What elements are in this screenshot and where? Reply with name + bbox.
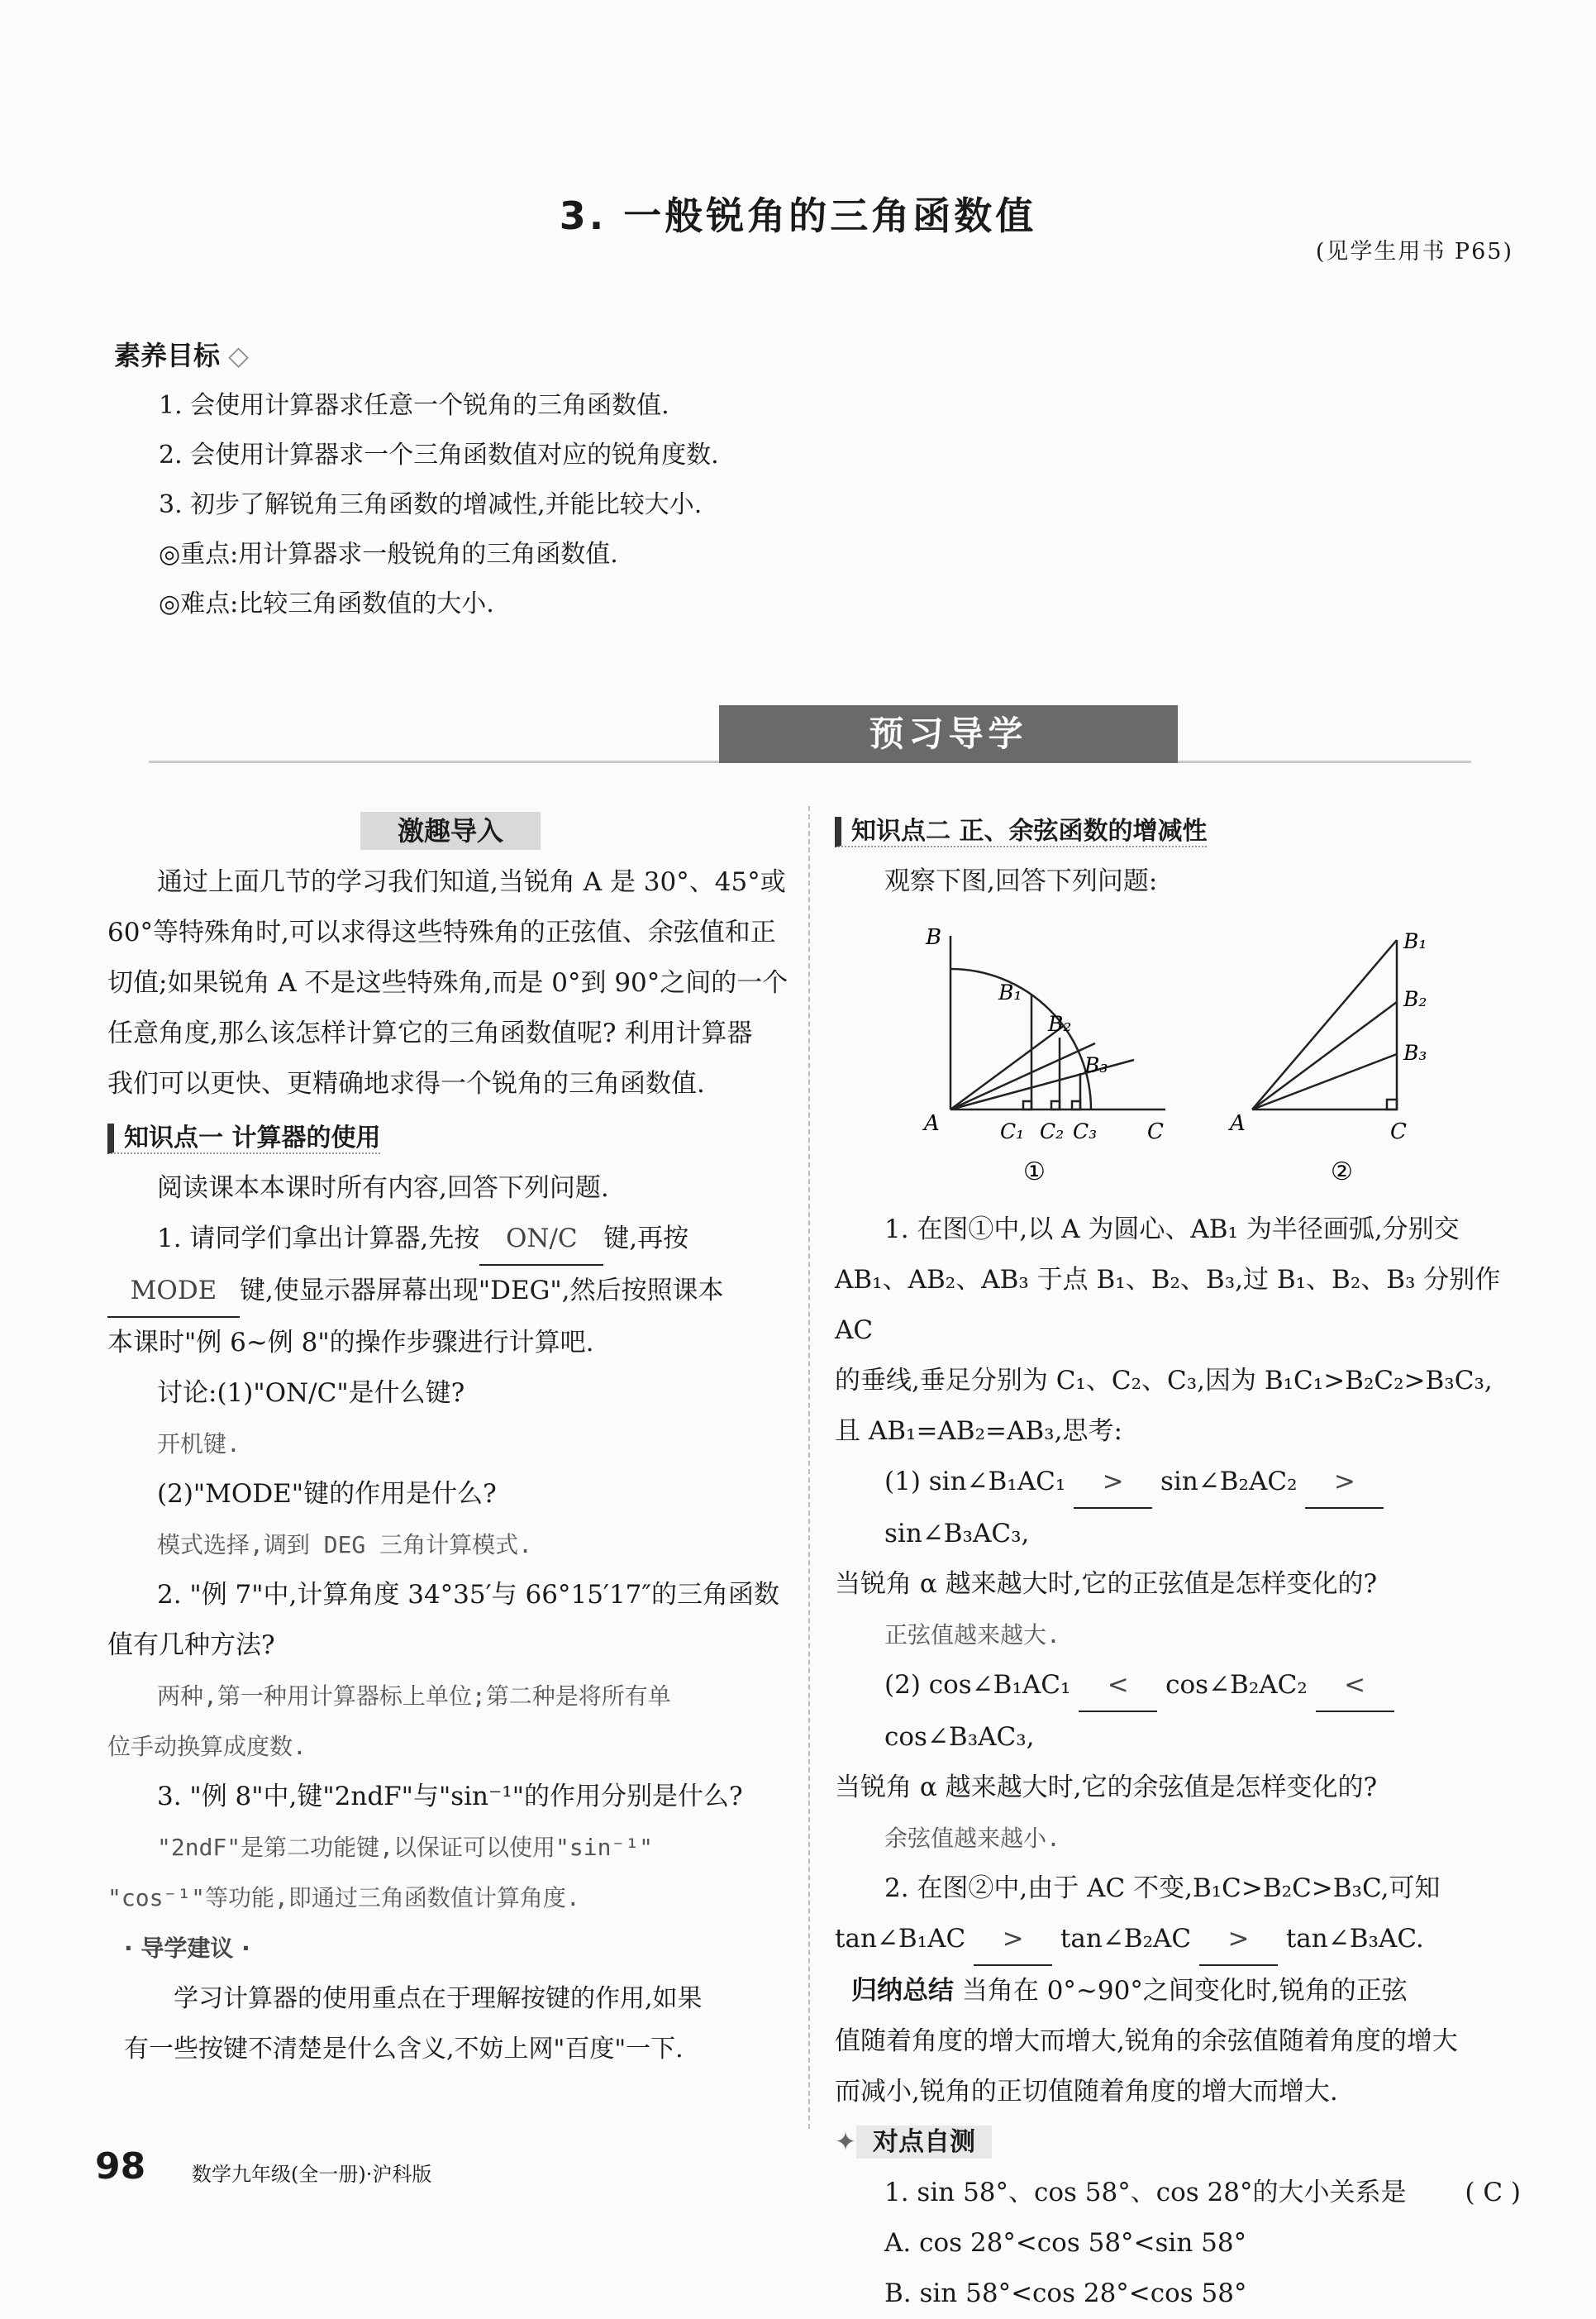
goal-item: 2. 会使用计算器求一个三角函数值对应的锐角度数. xyxy=(159,441,719,470)
right-angle-mark xyxy=(1023,1101,1031,1109)
label-b1: B₁ xyxy=(1403,929,1427,953)
test-question-1: 1. sin 58°、cos 58°、cos 28°的大小关系是 ( C ) xyxy=(835,2168,1521,2218)
question-1: 1. 请同学们拿出计算器,先按 ON/C 键,再按 xyxy=(107,1214,793,1266)
question-1-cont: 本课时"例 6~例 8"的操作步骤进行计算吧. xyxy=(107,1328,594,1358)
sin-question: 当锐角 α 越来越大时,它的正弦值是怎样变化的? xyxy=(835,1569,1378,1599)
intro-line: 切值;如果锐角 A 不是这些特殊角,而是 0°到 90°之间的一个 xyxy=(107,968,788,998)
book-title: 数学九年级(全一册)·沪科版 xyxy=(192,2163,432,2186)
summary: 归纳总结 当角在 0°~90°之间变化时,锐角的正弦 xyxy=(851,1976,1408,2006)
suggestion-text: 学习计算器的使用重点在于理解按键的作用,如果 xyxy=(174,1984,703,2013)
answer-text: 余弦值越来越小. xyxy=(884,1825,1060,1852)
goals-heading: 素养目标 ◇ xyxy=(114,340,249,371)
answer-blank: MODE xyxy=(107,1266,240,1318)
sin-compare: (1) sin∠B₁AC₁ > sin∠B₂AC₂ > sin∠B₃AC₃, xyxy=(835,1457,1521,1559)
intro-heading: 激趣导入 xyxy=(360,812,541,850)
intro-line: 我们可以更快、更精确地求得一个锐角的三角函数值. xyxy=(107,1069,705,1099)
sparkle-icon: ✦ xyxy=(835,2127,856,2157)
summary-cont: 值随着角度的增大而增大,锐角的余弦值随着角度的增大 xyxy=(835,2026,1458,2056)
section-banner xyxy=(149,699,1471,781)
line-ab1 xyxy=(1252,940,1397,1109)
left-column xyxy=(107,806,793,2074)
page-number: 98 xyxy=(95,2145,146,2188)
right-angle-mark xyxy=(1051,1101,1060,1109)
para-1: 1. 在图①中,以 A 为圆心、AB₁ 为半径画弧,分别交 xyxy=(884,1214,1460,1244)
cos-compare: (2) cos∠B₁AC₁ < cos∠B₂AC₂ < cos∠B₃AC₃, xyxy=(835,1660,1521,1763)
summary-cont: 而减小,锐角的正切值随着角度的增大而增大. xyxy=(835,2077,1338,2107)
option-a: A. cos 28°<cos 58°<sin 58° xyxy=(884,2228,1247,2258)
para-2: 2. 在图②中,由于 AC 不变,B₁C>B₂C>B₃C,可知 xyxy=(884,1873,1441,1903)
right-column xyxy=(835,806,1521,2319)
label-c1: C₁ xyxy=(1000,1119,1025,1143)
knowledge-point-2: 知识点二 正、余弦函数的增减性 xyxy=(835,817,1207,847)
question-2-cont: 值有几种方法? xyxy=(107,1630,275,1660)
para-1-cont: 且 AB₁=AB₂=AB₃,思考: xyxy=(835,1416,1122,1446)
line-ab1 xyxy=(950,1025,1065,1109)
label-c2: C₂ xyxy=(1040,1119,1065,1143)
figure-2 xyxy=(1252,940,1397,1109)
label-c3: C₃ xyxy=(1073,1119,1098,1143)
test-answer: ( C ) xyxy=(1465,2178,1521,2207)
label-b2: B₂ xyxy=(1048,1012,1072,1036)
kp1-intro: 阅读课本本课时所有内容,回答下列问题. xyxy=(157,1173,609,1203)
answer-text: 模式选择,调到 DEG 三角计算模式. xyxy=(157,1531,533,1558)
answer-blank: < xyxy=(1079,1660,1157,1712)
geometry-figures xyxy=(835,907,1521,1205)
question-3: 3. "例 8"中,键"2ndF"与"sin⁻¹"的作用分别是什么? xyxy=(157,1782,743,1811)
answer-text: "cos⁻¹"等功能,即通过三角函数值计算角度. xyxy=(107,1884,580,1911)
observe-text: 观察下图,回答下列问题: xyxy=(884,866,1158,896)
question-1-cont: MODE 键,使显示器屏幕出现"DEG",然后按照课本 xyxy=(107,1266,793,1318)
knowledge-point-1: 知识点一 计算器的使用 xyxy=(107,1124,380,1154)
answer-blank: < xyxy=(1316,1660,1394,1712)
answer-text: 两种,第一种用计算器标上单位;第二种是将所有单 xyxy=(157,1682,671,1710)
goal-key: ◎重点:用计算器求一般锐角的三角函数值. xyxy=(159,540,618,569)
line-ab3 xyxy=(1252,1054,1397,1109)
label-b3: B₃ xyxy=(1403,1041,1427,1065)
discussion-1: 讨论:(1)"ON/C"是什么键? xyxy=(157,1378,465,1408)
suggestion-text: 有一些按键不清楚是什么含义,不妨上网"百度"一下. xyxy=(124,2035,684,2064)
answer-text: 开机键. xyxy=(157,1430,241,1458)
banner-title: 预习导学 xyxy=(719,705,1178,763)
label-c: C xyxy=(1390,1119,1407,1144)
right-angle-mark xyxy=(1387,1100,1397,1109)
answer-blank: > xyxy=(1074,1457,1152,1509)
answer-blank: > xyxy=(974,1914,1052,1966)
book-reference: (见学生用书 P65) xyxy=(1315,239,1513,265)
discussion-2: (2)"MODE"键的作用是什么? xyxy=(157,1479,497,1509)
label-b: B xyxy=(926,925,942,950)
summary-heading: 归纳总结 xyxy=(851,1976,954,2006)
answer-blank: ON/C xyxy=(479,1214,603,1266)
option-b: B. sin 58°<cos 28°<cos 58° xyxy=(884,2278,1247,2308)
answer-text: 位手动换算成度数. xyxy=(107,1733,307,1760)
tan-compare: tan∠B₁AC > tan∠B₂AC > tan∠B₃AC. xyxy=(835,1914,1521,1966)
right-angle-mark xyxy=(1072,1101,1080,1109)
figure-1-label: ① xyxy=(1023,1157,1046,1186)
cos-question: 当锐角 α 越来越大时,它的余弦值是怎样变化的? xyxy=(835,1773,1378,1802)
intro-line: 通过上面几节的学习我们知道,当锐角 A 是 30°、45°或 xyxy=(157,867,786,897)
goal-item: 3. 初步了解锐角三角函数的增减性,并能比较大小. xyxy=(159,490,703,519)
label-b3: B₃ xyxy=(1084,1053,1108,1077)
para-1-cont: 的垂线,垂足分别为 C₁、C₂、C₃,因为 B₁C₁>B₂C₂>B₃C₃, xyxy=(835,1366,1493,1396)
label-b1: B₁ xyxy=(998,981,1022,1004)
answer-blank: > xyxy=(1305,1457,1384,1509)
self-test-heading: 对点自测 xyxy=(856,2126,992,2159)
line-ab2 xyxy=(1252,1002,1397,1109)
para-1-cont: AB₁、AB₂、AB₃ 于点 B₁、B₂、B₃,过 B₁、B₂、B₃ 分别作 AC xyxy=(835,1265,1501,1345)
intro-line: 60°等特殊角时,可以求得这些特殊角的正弦值、余弦值和正 xyxy=(107,918,776,947)
diamond-icon: ◇ xyxy=(220,340,249,371)
intro-line: 任意角度,那么该怎样计算它的三角函数值呢? 利用计算器 xyxy=(107,1019,753,1048)
label-b2: B₂ xyxy=(1403,987,1427,1011)
goal-difficulty: ◎难点:比较三角函数值的大小. xyxy=(159,589,494,618)
answer-blank: > xyxy=(1199,1914,1278,1966)
answer-text: 正弦值越来越大. xyxy=(884,1621,1060,1649)
question-2: 2. "例 7"中,计算角度 34°35′与 66°15′17″的三角函数 xyxy=(157,1580,779,1610)
label-a: A xyxy=(924,1111,940,1136)
page-title: 3. 一般锐角的三角函数值 xyxy=(559,193,1037,238)
answer-text: "2ndF"是第二功能键,以保证可以使用"sin⁻¹" xyxy=(157,1834,654,1861)
suggestion-heading: · 导学建议 · xyxy=(124,1935,250,1962)
label-c: C xyxy=(1147,1119,1164,1144)
column-divider xyxy=(808,806,810,2129)
goal-item: 1. 会使用计算器求任意一个锐角的三角函数值. xyxy=(159,391,669,420)
figure-2-label: ② xyxy=(1331,1157,1353,1186)
label-a: A xyxy=(1230,1111,1246,1136)
